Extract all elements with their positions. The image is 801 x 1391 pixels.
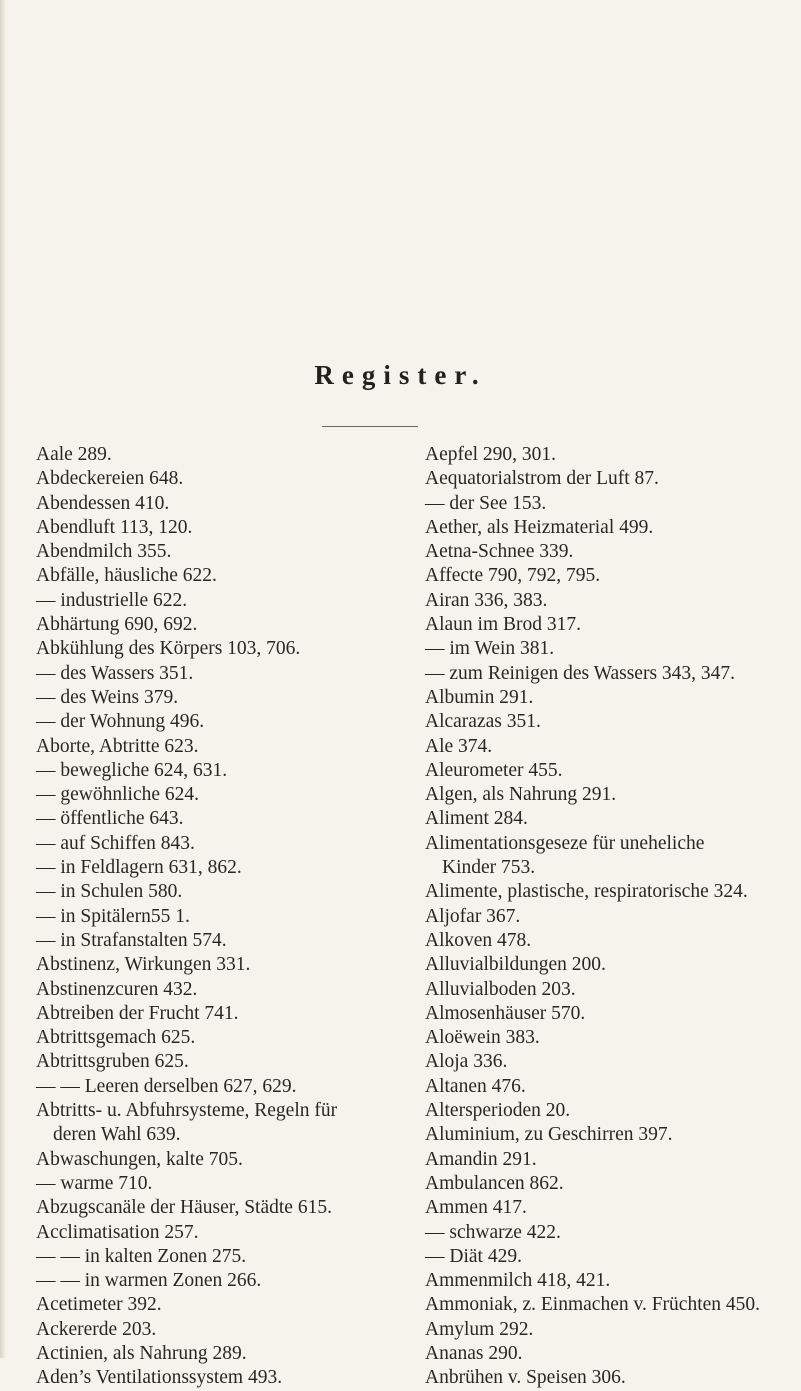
index-entry: Aljofar 367. [425,905,521,927]
index-entry: Airan 336, 383. [425,589,548,611]
index-entry: Abkühlung des Körpers 103, 706. [36,638,301,660]
index-entry: Abzugscanäle der Häuser, Städte 615. [36,1197,332,1219]
index-entry: — warme 710. [36,1172,153,1194]
index-entry: Alkoven 478. [425,929,532,951]
index-entry: Ambulancen 862. [425,1172,564,1194]
index-entry: — des Wassers 351. [36,662,194,684]
index-entry: — — in kalten Zonen 275. [36,1245,247,1267]
index-entry: — in Schulen 580. [36,881,183,903]
index-entry: Ammoniak, z. Einmachen v. Früchten 450. [425,1294,761,1316]
index-entry-continuation: Kinder 753. [442,857,536,879]
index-entry: — in Feldlagern 631, 862. [36,857,242,879]
index-column-left [36,443,366,1391]
index-entry: Alcarazas 351. [425,711,541,733]
index-entry: Abtritts- u. Abfuhrsysteme, Regeln für [36,1100,338,1122]
index-entry: Aloja 336. [425,1051,508,1073]
index-entry: Abwaschungen, kalte 705. [36,1148,243,1170]
index-entry: Abstinenz, Wirkungen 331. [36,954,251,976]
index-entry: Abendessen 410. [36,492,170,514]
index-entry: — in Strafanstalten 574. [36,929,227,951]
index-entry: Almosenhäuser 570. [425,1002,586,1024]
index-entry: — des Weins 379. [36,686,179,708]
index-entry-continuation: deren Wahl 639. [53,1124,181,1146]
index-entry: — — Leeren derselben 627, 629. [36,1075,297,1097]
index-entry: Abtreiben der Frucht 741. [36,1002,239,1024]
heading-rule [322,426,418,427]
index-entry: — der Wohnung 496. [36,711,205,733]
index-entry: — schwarze 422. [425,1221,561,1243]
index-entry: Alimentationsgeseze für uneheliche [425,832,705,854]
page-heading: Register. [314,360,487,390]
index-entry: Aden’s Ventilationssystem 493. [36,1367,283,1389]
index-entry: Amandin 291. [425,1148,537,1170]
index-entry: — Diät 429. [425,1245,522,1267]
index-entry: Amylum 292. [425,1318,534,1340]
index-entry: — in Spitälern55 1. [36,905,190,927]
index-entry: Albumin 291. [425,686,534,708]
index-entry: Acclimatisation 257. [36,1221,199,1243]
index-entry: Affecte 790, 792, 795. [425,565,601,587]
index-entry: Abtrittsgemach 625. [36,1027,196,1049]
index-entry: Aliment 284. [425,808,528,830]
index-entry: Abendluft 113, 120. [36,516,193,538]
index-entry: — bewegliche 624, 631. [36,759,228,781]
index-entry: — auf Schiffen 843. [36,832,195,854]
index-entry: Anbrühen v. Speisen 306. [425,1367,626,1389]
index-entry: Abtrittsgruben 625. [36,1051,189,1073]
index-entry: Ammen 417. [425,1197,527,1219]
index-entry: Aether, als Heizmaterial 499. [425,516,654,538]
index-entry: Ammenmilch 418, 421. [425,1270,611,1292]
index-entry: Alluvialbildungen 200. [425,954,606,976]
index-entry: Aepfel 290, 301. [425,444,557,465]
index-entry: Altersperioden 20. [425,1100,571,1122]
index-entry: Abhärtung 690, 692. [36,614,198,636]
index-entry: Aborte, Abtritte 623. [36,735,199,757]
index-entry: Ale 374. [425,735,493,757]
index-entry: Ananas 290. [425,1342,523,1364]
index-entry: — gewöhnliche 624. [36,784,200,806]
index-entry: Ackererde 203. [36,1318,157,1340]
index-column-right [425,443,797,1391]
index-entry: Aleurometer 455. [425,759,563,781]
index-entry: Alluvialboden 203. [425,978,576,1000]
index-entry: Actinien, als Nahrung 289. [36,1342,247,1364]
index-entry: Aale 289. [36,444,112,465]
index-entry: Alaun im Brod 317. [425,614,581,636]
index-entry: Aluminium, zu Geschirren 397. [425,1124,673,1146]
index-entry: — — in warmen Zonen 266. [36,1270,262,1292]
index-entry: Alimente, plastische, respiratorische 324. [425,881,748,903]
index-entry: Algen, als Nahrung 291. [425,784,617,806]
index-entry: Altanen 476. [425,1075,526,1097]
index-entry: — im Wein 381. [425,638,555,660]
page-edge-shadow [0,0,6,1358]
index-entry: Abstinenzcuren 432. [36,978,198,1000]
index-entry: Aetna-Schnee 339. [425,541,574,563]
index-entry: — zum Reinigen des Wassers 343, 347. [425,662,736,684]
index-entry: Aloëwein 383. [425,1027,540,1049]
index-entry: Aequatorialstrom der Luft 87. [425,468,659,490]
index-entry: — industrielle 622. [36,589,188,611]
index-entry: Abdeckereien 648. [36,468,184,490]
index-entry: — öffentliche 643. [36,808,184,830]
index-entry: Acetimeter 392. [36,1294,162,1316]
index-entry: — der See 153. [425,492,547,514]
index-entry: Abfälle, häusliche 622. [36,565,217,587]
index-entry: Abendmilch 355. [36,541,172,563]
